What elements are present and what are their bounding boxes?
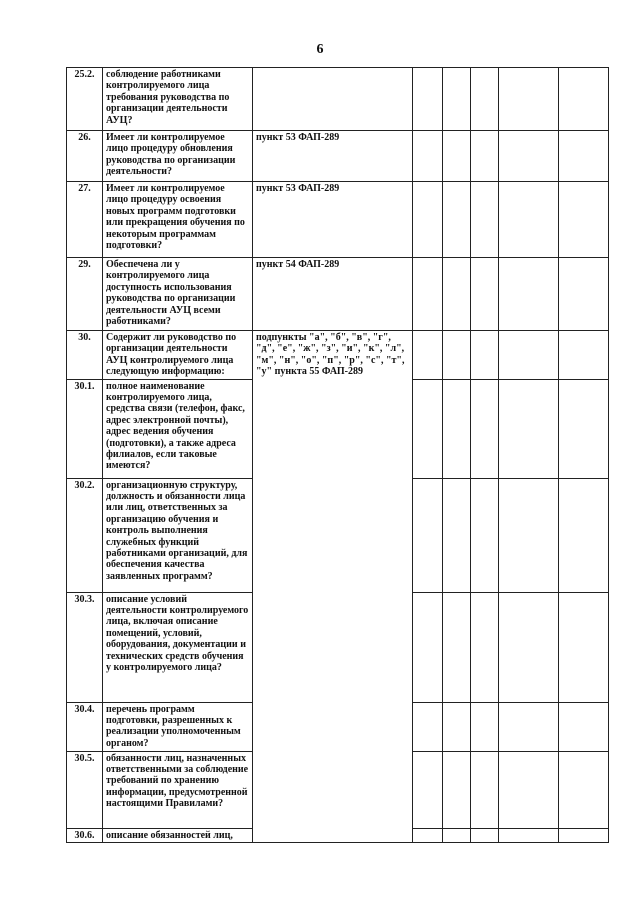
answer-cell[interactable] xyxy=(499,751,559,828)
checklist-table xyxy=(66,67,609,843)
table-row xyxy=(67,68,609,131)
answer-cell[interactable] xyxy=(471,702,499,751)
row-number: 30.1. xyxy=(67,379,103,478)
requirement-text: описание обязанностей лиц, xyxy=(103,828,253,842)
table-row xyxy=(67,182,609,258)
answer-cell[interactable] xyxy=(499,702,559,751)
requirement-text: полное наименование контролируемого лица, средства связи (телефон, факс, адрес электронной почты), адрес ведения обучения (подготовки), а также адреса филиалов, если таковые имеются? xyxy=(103,379,253,478)
table-row xyxy=(67,331,609,380)
row-number: 27. xyxy=(67,182,103,258)
answer-cell[interactable] xyxy=(559,478,609,592)
answer-cell[interactable] xyxy=(443,751,471,828)
requirement-text: Имеет ли контролируемое лицо процедуру обновления руководства по организации деятельности? xyxy=(103,131,253,182)
answer-cell[interactable] xyxy=(443,131,471,182)
legal-reference xyxy=(253,68,413,131)
row-number: 30.2. xyxy=(67,478,103,592)
row-number: 30.4. xyxy=(67,702,103,751)
answer-cell[interactable] xyxy=(471,131,499,182)
answer-cell[interactable] xyxy=(443,182,471,258)
requirement-text: описание условий деятельности контролируемого лица, включая описание помещений, условий, оборудования, документации и технических средств обучения у контролируемого лица? xyxy=(103,592,253,702)
answer-cell[interactable] xyxy=(413,592,443,702)
row-number: 25.2. xyxy=(67,68,103,131)
row-number: 30. xyxy=(67,331,103,380)
requirement-text: перечень программ подготовки, разрешенных к реализации уполномоченным органом? xyxy=(103,702,253,751)
answer-cell[interactable] xyxy=(443,331,471,380)
requirement-text: соблюдение работниками контролируемого лица требования руководства по организации деятельности АУЦ? xyxy=(103,68,253,131)
answer-cell[interactable] xyxy=(559,182,609,258)
answer-cell[interactable] xyxy=(471,379,499,478)
answer-cell[interactable] xyxy=(559,379,609,478)
answer-cell[interactable] xyxy=(471,182,499,258)
answer-cell[interactable] xyxy=(443,68,471,131)
answer-cell[interactable] xyxy=(471,828,499,842)
answer-cell[interactable] xyxy=(559,68,609,131)
answer-cell[interactable] xyxy=(413,751,443,828)
answer-cell[interactable] xyxy=(499,68,559,131)
row-number: 30.5. xyxy=(67,751,103,828)
table-row xyxy=(67,258,609,331)
row-number: 30.3. xyxy=(67,592,103,702)
answer-cell[interactable] xyxy=(413,478,443,592)
answer-cell[interactable] xyxy=(499,258,559,331)
answer-cell[interactable] xyxy=(413,379,443,478)
answer-cell[interactable] xyxy=(471,331,499,380)
answer-cell[interactable] xyxy=(413,182,443,258)
answer-cell[interactable] xyxy=(499,182,559,258)
requirement-text: Имеет ли контролируемое лицо процедуру освоения новых программ подготовки или прекращения обучения по некоторым программам подготовки? xyxy=(103,182,253,258)
answer-cell[interactable] xyxy=(559,751,609,828)
answer-cell[interactable] xyxy=(471,592,499,702)
answer-cell[interactable] xyxy=(443,258,471,331)
answer-cell[interactable] xyxy=(499,379,559,478)
page-number: 6 xyxy=(316,42,324,57)
answer-cell[interactable] xyxy=(559,828,609,842)
answer-cell[interactable] xyxy=(559,331,609,380)
legal-reference: пункт 53 ФАП-289 xyxy=(253,182,413,258)
answer-cell[interactable] xyxy=(443,828,471,842)
answer-cell[interactable] xyxy=(499,478,559,592)
answer-cell[interactable] xyxy=(443,478,471,592)
answer-cell[interactable] xyxy=(413,131,443,182)
legal-reference: пункт 53 ФАП-289 xyxy=(253,131,413,182)
requirement-text: Содержит ли руководство по организации деятельности АУЦ контролируемого лица следующую информацию: xyxy=(103,331,253,380)
table-row xyxy=(67,131,609,182)
answer-cell[interactable] xyxy=(499,331,559,380)
row-number: 30.6. xyxy=(67,828,103,842)
answer-cell[interactable] xyxy=(413,331,443,380)
answer-cell[interactable] xyxy=(443,702,471,751)
answer-cell[interactable] xyxy=(559,702,609,751)
legal-reference: подпункты "а", "б", "в", "г", "д", "е", "ж", "з", "и", "к", "л", "м", "н", "о", "п", "р", "с", "т", "у" пункта 55 ФАП-289 xyxy=(253,331,413,843)
answer-cell[interactable] xyxy=(499,828,559,842)
legal-reference: пункт 54 ФАП-289 xyxy=(253,258,413,331)
answer-cell[interactable] xyxy=(559,592,609,702)
requirement-text: организационную структуру, должность и обязанности лица или лиц, ответственных за организацию обучения и контроль выполнения служебных функций работниками организаций, для обеспечения качества заявленных программ? xyxy=(103,478,253,592)
answer-cell[interactable] xyxy=(471,68,499,131)
answer-cell[interactable] xyxy=(559,131,609,182)
answer-cell[interactable] xyxy=(499,592,559,702)
row-number: 29. xyxy=(67,258,103,331)
answer-cell[interactable] xyxy=(559,258,609,331)
answer-cell[interactable] xyxy=(499,131,559,182)
answer-cell[interactable] xyxy=(413,828,443,842)
requirement-text: обязанности лиц, назначенных ответственными за соблюдение требований по хранению информации, предусмотренной настоящими Правилами? xyxy=(103,751,253,828)
answer-cell[interactable] xyxy=(443,592,471,702)
answer-cell[interactable] xyxy=(443,379,471,478)
answer-cell[interactable] xyxy=(413,702,443,751)
answer-cell[interactable] xyxy=(413,258,443,331)
answer-cell[interactable] xyxy=(471,258,499,331)
row-number: 26. xyxy=(67,131,103,182)
requirement-text: Обеспечена ли у контролируемого лица доступность использования руководства по организации деятельности АУЦ всеми работниками? xyxy=(103,258,253,331)
answer-cell[interactable] xyxy=(471,478,499,592)
answer-cell[interactable] xyxy=(413,68,443,131)
answer-cell[interactable] xyxy=(471,751,499,828)
